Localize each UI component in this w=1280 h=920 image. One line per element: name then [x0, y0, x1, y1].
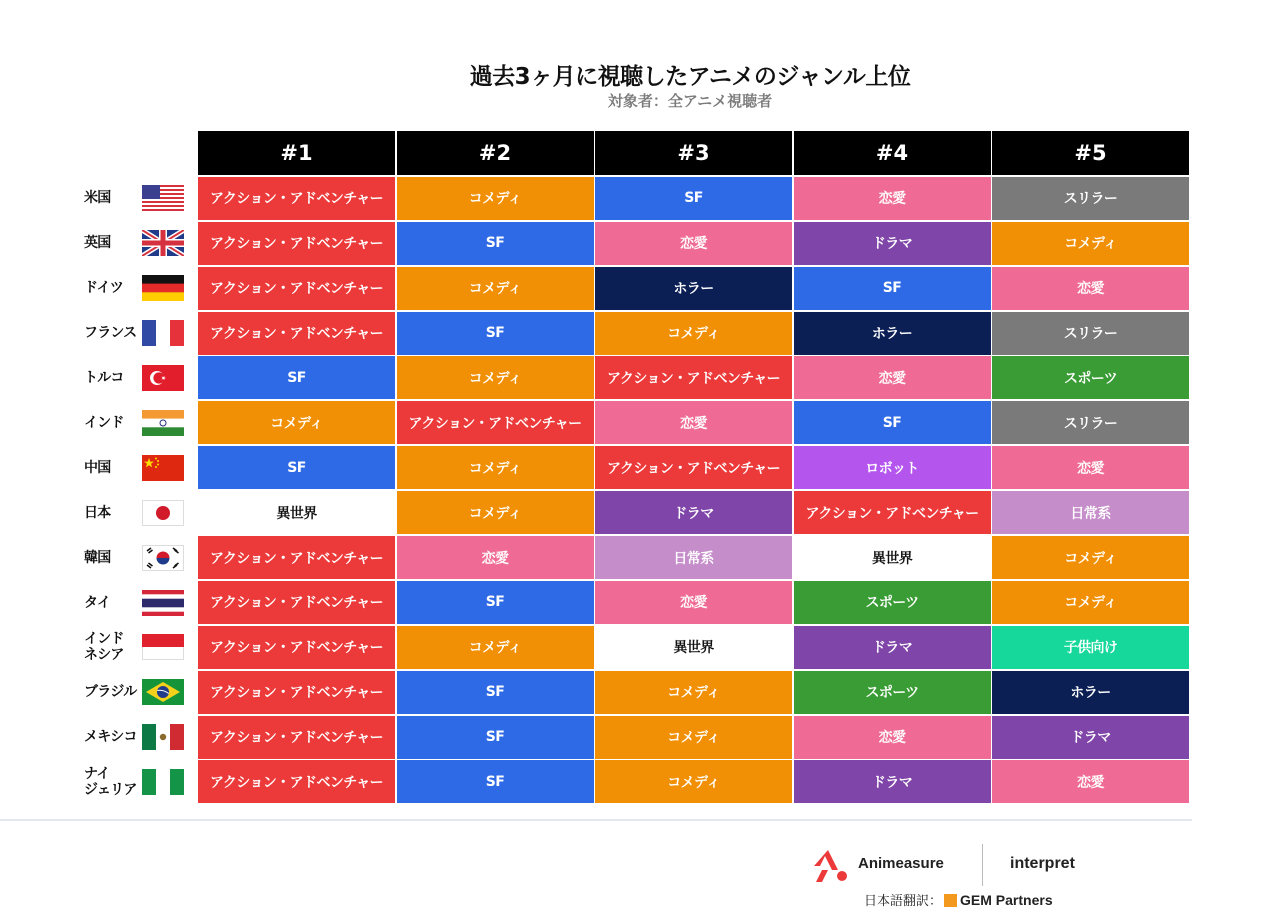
table-row	[198, 760, 1189, 803]
table-row	[198, 222, 1189, 265]
genre-cell: ロボット	[794, 446, 991, 489]
genre-cell: コメディ	[198, 401, 395, 444]
column-header: #3	[595, 131, 792, 175]
genre-cell: 異世界	[794, 536, 991, 579]
genre-cell: スポーツ	[794, 671, 991, 714]
country-label	[84, 581, 144, 624]
table-row	[198, 312, 1189, 355]
genre-cell: ドラマ	[794, 760, 991, 803]
column-header: #4	[794, 131, 991, 175]
logo-separator	[982, 844, 983, 886]
genre-cell: コメディ	[992, 222, 1189, 265]
chart-subtitle: 対象者：全アニメ視聴者	[607, 92, 773, 110]
genre-cell: コメディ	[992, 536, 1189, 579]
genre-cell: コメディ	[595, 671, 792, 714]
table-row	[198, 356, 1189, 399]
animeasure-brand: Animeasure	[858, 855, 944, 872]
genre-cell: ドラマ	[992, 716, 1189, 759]
genre-cell: アクション・アドベンチャー	[198, 222, 395, 265]
column-header: #2	[397, 131, 594, 175]
genre-cell: スポーツ	[794, 581, 991, 624]
column-header: #1	[198, 131, 395, 175]
table-row	[198, 177, 1189, 220]
genre-cell: SF	[397, 760, 594, 803]
table-row	[198, 626, 1189, 669]
footer-divider	[0, 819, 1192, 821]
genre-cell: アクション・アドベンチャー	[595, 356, 792, 399]
country-label	[84, 222, 144, 265]
mexico-flag-icon	[142, 724, 184, 750]
indonesia-flag-icon	[142, 634, 184, 660]
country-label	[84, 536, 144, 579]
genre-cell: アクション・アドベンチャー	[198, 536, 395, 579]
translation-label: 日本語翻訳：	[864, 894, 943, 909]
genre-cell: SF	[794, 267, 991, 310]
genre-cell: ドラマ	[595, 491, 792, 534]
table-row	[198, 491, 1189, 534]
country-label	[84, 267, 144, 310]
country-label	[84, 312, 144, 355]
country-label	[84, 716, 144, 759]
genre-cell: アクション・アドベンチャー	[198, 716, 395, 759]
genre-cell: 子供向け	[992, 626, 1189, 669]
gem-partners-brand: GEM Partners	[960, 892, 1053, 908]
genre-cell: 恋愛	[992, 267, 1189, 310]
country-name: ブラジル	[84, 684, 137, 701]
genre-cell: アクション・アドベンチャー	[397, 401, 594, 444]
gem-partners-logo-icon	[944, 894, 957, 907]
genre-cell: コメディ	[595, 716, 792, 759]
table-row	[198, 267, 1189, 310]
table-row	[198, 446, 1189, 489]
nigeria-flag-icon	[142, 769, 184, 795]
genre-cell: アクション・アドベンチャー	[198, 760, 395, 803]
interpret-brand: interpret	[1010, 855, 1075, 872]
animeasure-logo-icon	[814, 850, 848, 882]
country-name: メキシコ	[84, 729, 137, 746]
genre-cell: アクション・アドベンチャー	[198, 671, 395, 714]
country-name: ドイツ	[84, 280, 123, 297]
genre-cell: 恋愛	[595, 222, 792, 265]
india-flag-icon	[142, 410, 184, 436]
chart-title: 過去3ヶ月に視聴したアニメのジャンル上位	[469, 64, 911, 90]
genre-cell: ホラー	[794, 312, 991, 355]
genre-cell: 恋愛	[397, 536, 594, 579]
country-name: トルコ	[84, 370, 124, 386]
genre-cell: 恋愛	[992, 760, 1189, 803]
genre-cell: 恋愛	[595, 581, 792, 624]
country-label	[84, 626, 144, 669]
genre-cell: アクション・アドベンチャー	[198, 177, 395, 220]
us-flag-icon	[142, 185, 184, 211]
uk-flag-icon	[142, 230, 184, 256]
country-label	[84, 446, 144, 489]
genre-cell: ドラマ	[794, 222, 991, 265]
country-label	[84, 491, 144, 534]
genre-cell: コメディ	[397, 177, 594, 220]
japan-flag-icon	[142, 500, 184, 526]
genre-cell: 恋愛	[595, 401, 792, 444]
genre-cell: アクション・アドベンチャー	[794, 491, 991, 534]
germany-flag-icon	[142, 275, 184, 301]
column-header: #5	[992, 131, 1189, 175]
genre-cell: ドラマ	[794, 626, 991, 669]
table-row	[198, 581, 1189, 624]
genre-cell: アクション・アドベンチャー	[198, 626, 395, 669]
turkey-flag-icon	[142, 365, 184, 391]
footer-logos	[810, 840, 1110, 910]
genre-cell: コメディ	[397, 491, 594, 534]
country-name: ナイ ジェリア	[84, 766, 137, 799]
genre-cell: スリラー	[992, 177, 1189, 220]
genre-cell: SF	[595, 177, 792, 220]
country-label	[84, 671, 144, 714]
genre-cell: 恋愛	[794, 356, 991, 399]
france-flag-icon	[142, 320, 184, 346]
genre-cell: アクション・アドベンチャー	[198, 581, 395, 624]
country-name: インド ネシア	[84, 631, 124, 664]
genre-cell: SF	[198, 446, 395, 489]
country-name: 日本	[84, 504, 111, 521]
genre-cell: コメディ	[992, 581, 1189, 624]
genre-table	[198, 131, 1189, 803]
country-label	[84, 177, 144, 220]
table-row	[198, 401, 1189, 444]
country-label	[84, 357, 144, 400]
genre-cell: スポーツ	[992, 356, 1189, 399]
genre-cell: 恋愛	[794, 177, 991, 220]
genre-cell: 恋愛	[794, 716, 991, 759]
genre-cell: コメディ	[397, 356, 594, 399]
genre-cell: SF	[397, 716, 594, 759]
genre-cell: コメディ	[397, 626, 594, 669]
table-row	[198, 716, 1189, 759]
country-name: 米国	[84, 190, 111, 207]
country-label	[84, 401, 144, 444]
translation-credit	[864, 890, 1053, 909]
genre-cell: スリラー	[992, 312, 1189, 355]
country-name: フランス	[84, 325, 137, 342]
genre-cell: SF	[397, 671, 594, 714]
thailand-flag-icon	[142, 590, 184, 616]
table-row	[198, 671, 1189, 714]
genre-cell: コメディ	[595, 312, 792, 355]
genre-cell: コメディ	[397, 446, 594, 489]
genre-cell: スリラー	[992, 401, 1189, 444]
korea-flag-icon	[142, 545, 184, 571]
genre-cell: コメディ	[595, 760, 792, 803]
genre-cell: ホラー	[595, 267, 792, 310]
genre-cell: SF	[198, 356, 395, 399]
genre-cell: SF	[794, 401, 991, 444]
genre-cell: SF	[397, 222, 594, 265]
genre-cell: 異世界	[595, 626, 792, 669]
genre-cell: アクション・アドベンチャー	[198, 312, 395, 355]
genre-cell: 異世界	[198, 491, 395, 534]
country-name: 中国	[84, 459, 111, 476]
genre-cell: 日常系	[595, 536, 792, 579]
genre-cell: アクション・アドベンチャー	[595, 446, 792, 489]
genre-cell: コメディ	[397, 267, 594, 310]
country-name: 韓国	[84, 549, 111, 566]
country-name: 英国	[84, 235, 111, 252]
genre-cell: 日常系	[992, 491, 1189, 534]
brazil-flag-icon	[142, 679, 184, 705]
country-name: インド	[84, 414, 124, 431]
country-label	[84, 761, 144, 804]
header-row	[198, 131, 1189, 175]
country-name: タイ	[84, 594, 111, 611]
genre-cell: SF	[397, 581, 594, 624]
genre-cell: SF	[397, 312, 594, 355]
genre-cell: 恋愛	[992, 446, 1189, 489]
table-row	[198, 536, 1189, 579]
genre-cell: ホラー	[992, 671, 1189, 714]
genre-cell: アクション・アドベンチャー	[198, 267, 395, 310]
china-flag-icon	[142, 455, 184, 481]
